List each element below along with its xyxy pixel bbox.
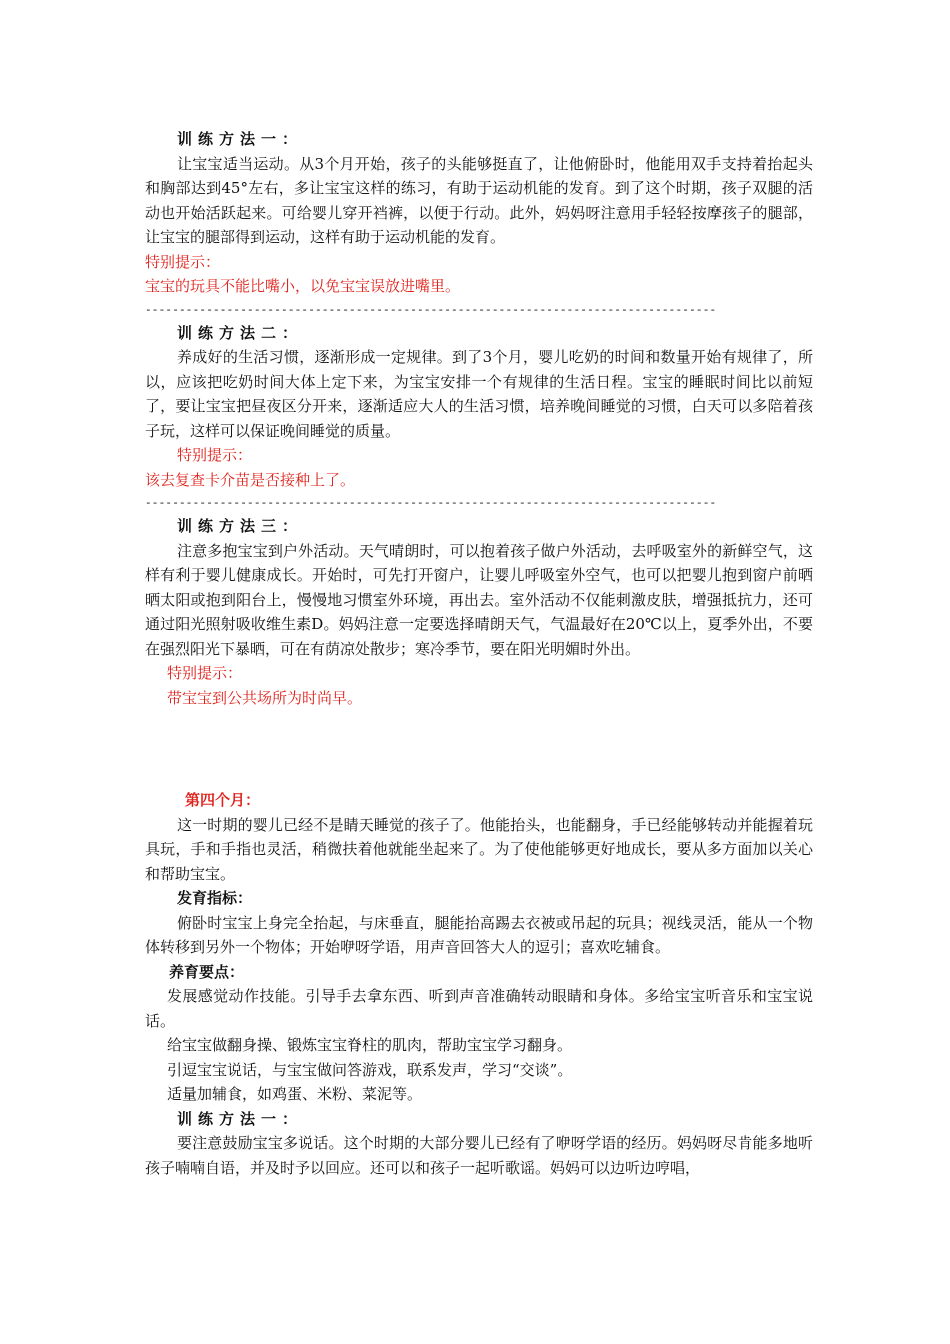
document-content	[145, 127, 813, 1180]
paragraph: 要注意鼓励宝宝多说话。这个时期的大部分婴儿已经有了咿呀学语的经历。妈妈呀尽肯能多地听孩子喃喃自语，并及时予以回应。还可以和孩子一起听歌谣。妈妈可以边听边哼唱，	[145, 1134, 813, 1177]
list-item: 适量加辅食，如鸡蛋、米粉、菜泥等。	[167, 1085, 423, 1103]
divider-line: ------------------------------------------------------------------------------------	[145, 304, 717, 317]
paragraph: 俯卧时宝宝上身完全抬起，与床垂直，腿能抬高踢去衣被或吊起的玩具；视线灵活，能从一个物体转移到另外一个物体；开始咿呀学语，用声音回答大人的逗引；喜欢吃辅食。	[145, 913, 813, 956]
month-title: 第四个月：	[185, 791, 261, 809]
list-item: 发展感觉动作技能。引导手去拿东西、听到声音准确转动眼睛和身体。多给宝宝听音乐和宝宝说话。	[145, 987, 813, 1030]
hint-label: 特别提示：	[167, 664, 243, 682]
list-item: 引逗宝宝说话，与宝宝做问答游戏，联系发声，学习“交谈”。	[167, 1060, 573, 1079]
hint-text: 该去复查卡介苗是否接种上了。	[145, 470, 356, 489]
paragraph: 养成好的生活习惯，逐渐形成一定规律。到了3个月，婴儿吃奶的时间和数量开始有规律了，所以，应该把吃奶时间大体上定下来，为宝宝安排一个有规律的生活日程。宝宝的睡眠时间比以前短了，要让宝宝把昼夜区分开来，逐渐适应大人的生活习惯，培养晚间睡觉的习惯，白天可以多陪着孩子玩，这样可以保证晚间睡觉的质量。	[145, 348, 813, 440]
divider-line: ------------------------------------------------------------------------------------	[145, 498, 717, 510]
subheading-development: 发育指标：	[177, 889, 253, 907]
hint-label: 特别提示：	[145, 252, 221, 271]
hint-text: 宝宝的玩具不能比嘴小，以免宝宝误放进嘴里。	[145, 277, 461, 295]
paragraph: 让宝宝适当运动。从3个月开始，孩子的头能够挺直了，让他俯卧时，他能用双手支持着抬起头和胸部达到45°左右，多让宝宝这样的练习，有助于运动机能的发育。到了这个时期，孩子双腿的活动也开始活跃起来。可给婴儿穿开裆裤，以便于行动。此外，妈妈呀注意用手轻轻按摩孩子的腿部，让宝宝的腿部得到运动，这样有助于运动机能的发育。	[145, 154, 813, 246]
hint-text: 带宝宝到公共场所为时尚早。	[167, 688, 363, 707]
hint-label: 特别提示：	[177, 446, 253, 464]
section-heading: 训练方法一：	[177, 130, 304, 148]
section-heading: 训练方法三：	[177, 517, 304, 535]
spacer	[145, 710, 813, 788]
paragraph: 这一时期的婴儿已经不是睛天睡觉的孩子了。他能抬头，也能翻身，手已经能够转动并能握着玩具玩，手和手指也灵活，稍微扶着他就能坐起来了。为了使他能够更好地成长，要从多方面加以关心和帮助宝宝。	[145, 815, 813, 883]
paragraph: 注意多抱宝宝到户外活动。天气晴朗时，可以抱着孩子做户外活动，去呼吸室外的新鲜空气，这样有利于婴儿健康成长。开始时，可先打开窗户，让婴儿呼吸室外空气，也可以把婴儿抱到窗户前晒晒太阳或抱到阳台上，慢慢地习惯室外环境，再出去。室外活动不仅能刺激皮肤，增强抵抗力，还可通过阳光照射吸收维生素D。妈妈注意一定要选择晴朗天气，气温最好在20℃以上，夏季外出，不要在强烈阳光下暴晒，可在有荫凉处散步；寒冷季节，要在阳光明媚时外出。	[145, 541, 813, 658]
list-item: 给宝宝做翻身操、锻炼宝宝脊柱的肌肉，帮助宝宝学习翻身。	[167, 1036, 573, 1054]
subheading-care: 养育要点：	[169, 962, 245, 981]
section-heading: 训练方法二：	[177, 323, 304, 342]
section-heading: 训练方法一：	[177, 1109, 304, 1128]
